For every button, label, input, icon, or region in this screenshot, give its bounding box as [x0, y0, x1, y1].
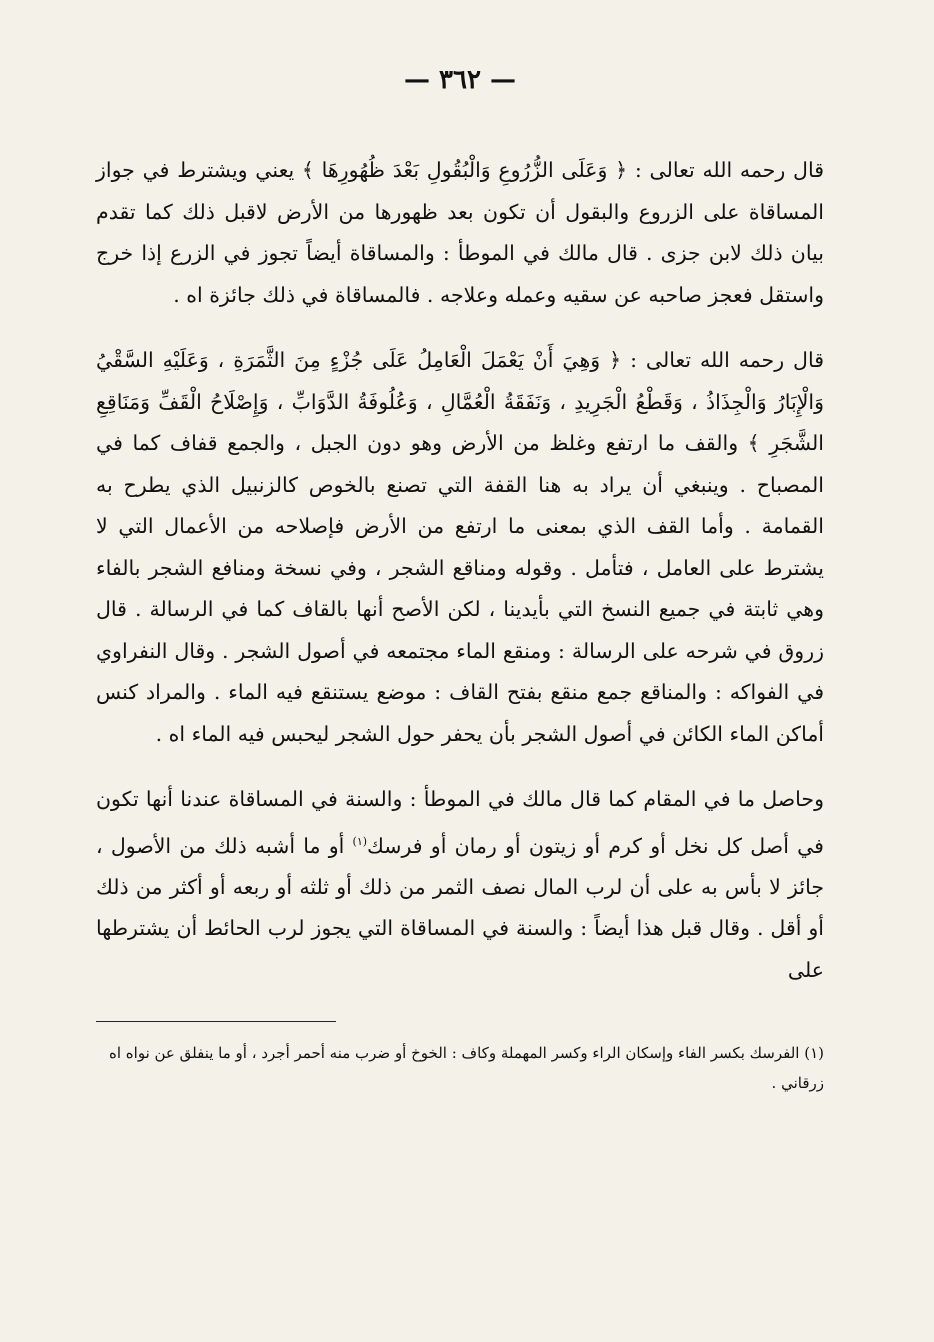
document-page: [96, 60, 824, 1300]
footnote-divider: [96, 1021, 336, 1022]
paragraph-3-text-after: أو ما أشبه ذلك من الأصول ، جائز لا بأس به على أن لرب المال نصف الثمر من ذلك أو ثلثه أو ربعه أو أكثر من ذلك أو أقل . وقال قبل هذا أيضاً : والسنة في المساقاة التي يجوز لرب الحائط أن يشترطها على: [96, 833, 824, 982]
paragraph-2: قال رحمه الله تعالى : ﴿ وَهِيَ أَنْ يَعْمَلَ الْعَامِلُ عَلَى جُزْءٍ مِنَ الثَّمَرَةِ ، وَعَلَيْهِ السَّقْيُ وَالْإِبَارُ وَالْجِذَاذُ ، وَقَطْعُ الْجَرِيدِ ، وَنَفَقَةُ الْعُمَّالِ ، وَعُلُوفَةُ الدَّوَابِّ ، وَإِصْلَاحُ الْقَفِّ وَمَنَاقِعِ الشَّجَرِ ﴾ والقف ما ارتفع وغلظ من الأرض وهو دون الجبل ، والجمع قفاف كما في المصباح . وينبغي أن يراد به هنا القفة التي تصنع بالخوص كالزنبيل الذي يطرح به القمامة . وأما القف الذي بمعنى ما ارتفع من الأرض فإصلاحه من الأعمال التي لا يشترط على العامل ، فتأمل . وقوله ومناقع الشجر ، وفي نسخة ومنافع الشجر بالفاء وهي ثابتة في جميع النسخ التي بأيدينا ، لكن الأصح أنها بالقاف كما في الرسالة . قال زروق في شرحه على الرسالة : ومنقع الماء مجتمعه في أصول الشجر . وقال النفراوي في الفواكه : والمناقع جمع منقع بفتح القاف : موضع يستنقع فيه الماء . والمراد كنس أماكن الماء الكائن في أصول الشجر بأن يحفر حول الشجر ليحبس فيه الماء اه .: [96, 348, 824, 746]
paragraph-3-text-before: وحاصل ما في المقام كما قال مالك في الموطأ : والسنة في المساقاة عندنا أنها تكون في أصل كل نخل أو كرم أو زيتون أو رمان أو فرسك: [96, 787, 824, 858]
page-number: — ٣٦٢ —: [403, 65, 517, 95]
paragraph-3: [96, 779, 824, 991]
footnote-marker: (١): [352, 834, 368, 848]
paragraph-1: قال رحمه الله تعالى : ﴿ وَعَلَى الزُّرُوعِ وَالْبُقُولِ بَعْدَ ظُهُورِهَا ﴾ يعني ويشترط في جواز المساقاة على الزروع والبقول أن تكون بعد ظهورها من الأرض لاقبل ذلك كما تقدم بيان ذلك لابن جزى . قال مالك في الموطأ : والمساقاة أيضاً تجوز في الزرع إذا خرج واستقل فعجز صاحبه عن سقيه وعمله وعلاجه . فالمساقاة في ذلك جائزة اه .: [96, 158, 824, 307]
footnote: (١) الفرسك بكسر الفاء وإسكان الراء وكسر المهملة وكاف : الخوخ أو ضرب منه أحمر أجرد ، أو ما ينفلق عن نواه اه زرقاني .: [109, 1044, 824, 1093]
